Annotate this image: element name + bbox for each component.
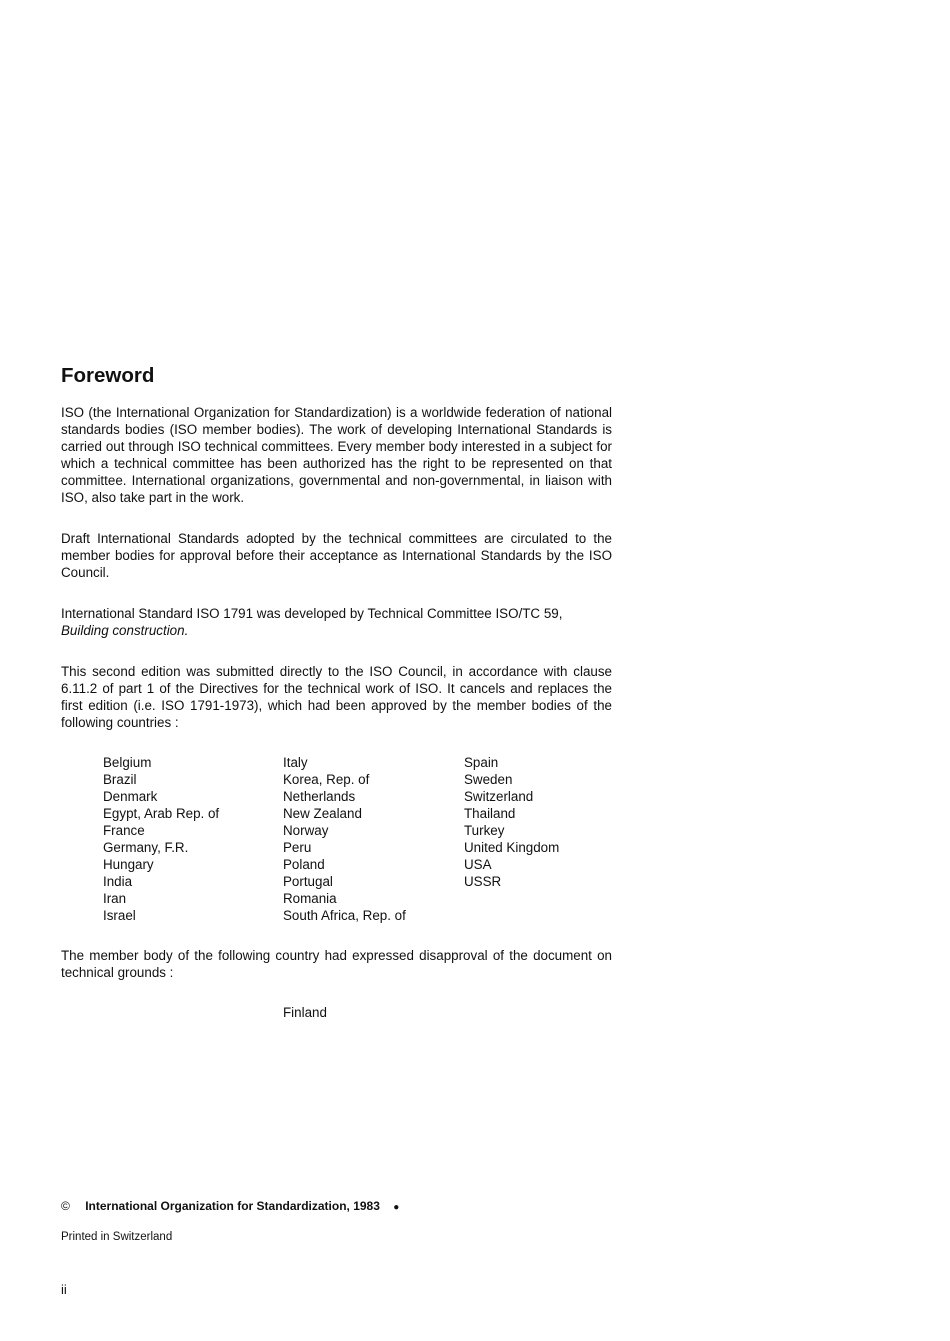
country-item: Hungary <box>103 857 154 872</box>
country-item: USSR <box>464 874 502 889</box>
copyright-line <box>61 1199 399 1213</box>
page-title: Foreword <box>61 364 155 387</box>
paragraph-development <box>61 605 612 639</box>
country-item: United Kingdom <box>464 840 560 855</box>
country-item: France <box>103 823 145 838</box>
page-number: ii <box>61 1282 67 1297</box>
country-item: Norway <box>283 823 329 838</box>
country-item: Korea, Rep. of <box>283 772 370 787</box>
committee-title: Building construction. <box>61 623 189 638</box>
country-item: New Zealand <box>283 806 362 821</box>
country-item: Germany, F.R. <box>103 840 189 855</box>
country-item: Switzerland <box>464 789 534 804</box>
printed-in: Printed in Switzerland <box>61 1231 173 1243</box>
country-item: Egypt, Arab Rep. of <box>103 806 220 821</box>
copyright-text: International Organization for Standardization, 1983 <box>85 1199 380 1213</box>
country-item: Romania <box>283 891 337 906</box>
country-column-2 <box>283 754 406 924</box>
country-item: Israel <box>103 908 136 923</box>
country-column-3 <box>464 754 559 890</box>
country-item: Iran <box>103 891 127 906</box>
country-item: Sweden <box>464 772 513 787</box>
country-item: Turkey <box>464 823 505 838</box>
country-item: Peru <box>283 840 312 855</box>
country-item: Portugal <box>283 874 333 889</box>
paragraph-iso-intro: ISO (the International Organization for Standardization) is a worldwide federation of national standards bodies (ISO member bodies). The work of developing International Standards is carried out through ISO technical committees. Every member body interested in a subject for which a technical committee has been authorized has the right to be represented on that committee. International organizations, governmental and non-governmental, in liaison with ISO, also take part in the work. <box>61 405 612 505</box>
bullet-icon: ● <box>393 1202 400 1213</box>
country-item: Poland <box>283 857 325 872</box>
country-item: Denmark <box>103 789 158 804</box>
copyright-icon: © <box>61 1199 70 1213</box>
country-item: Brazil <box>103 772 137 787</box>
country-item: USA <box>464 857 492 872</box>
paragraph-disapproval: The member body of the following country had expressed disapproval of the document on technical grounds : <box>61 948 612 980</box>
development-text: International Standard ISO 1791 was developed by Technical Committee ISO/TC 59, <box>61 606 563 621</box>
country-item: Italy <box>283 755 308 770</box>
country-item: India <box>103 874 133 889</box>
country-item: South Africa, Rep. of <box>283 908 406 923</box>
country-item: Spain <box>464 755 499 770</box>
country-item: Netherlands <box>283 789 356 804</box>
country-column-1 <box>103 754 219 924</box>
country-item: Thailand <box>464 806 516 821</box>
paragraph-second-edition: This second edition was submitted directly to the ISO Council, in accordance with clause 6.11.2 of part 1 of the Directives for the technical work of ISO. It cancels and replaces the first edition (i.e. ISO 1791-1973), which had been approved by the member bodies of the following countries : <box>61 664 612 730</box>
country-item: Belgium <box>103 755 152 770</box>
disapproving-country: Finland <box>283 1005 327 1020</box>
paragraph-draft-standards: Draft International Standards adopted by the technical committees are circulated to the member bodies for approval before their acceptance as International Standards by the ISO Council. <box>61 531 612 580</box>
